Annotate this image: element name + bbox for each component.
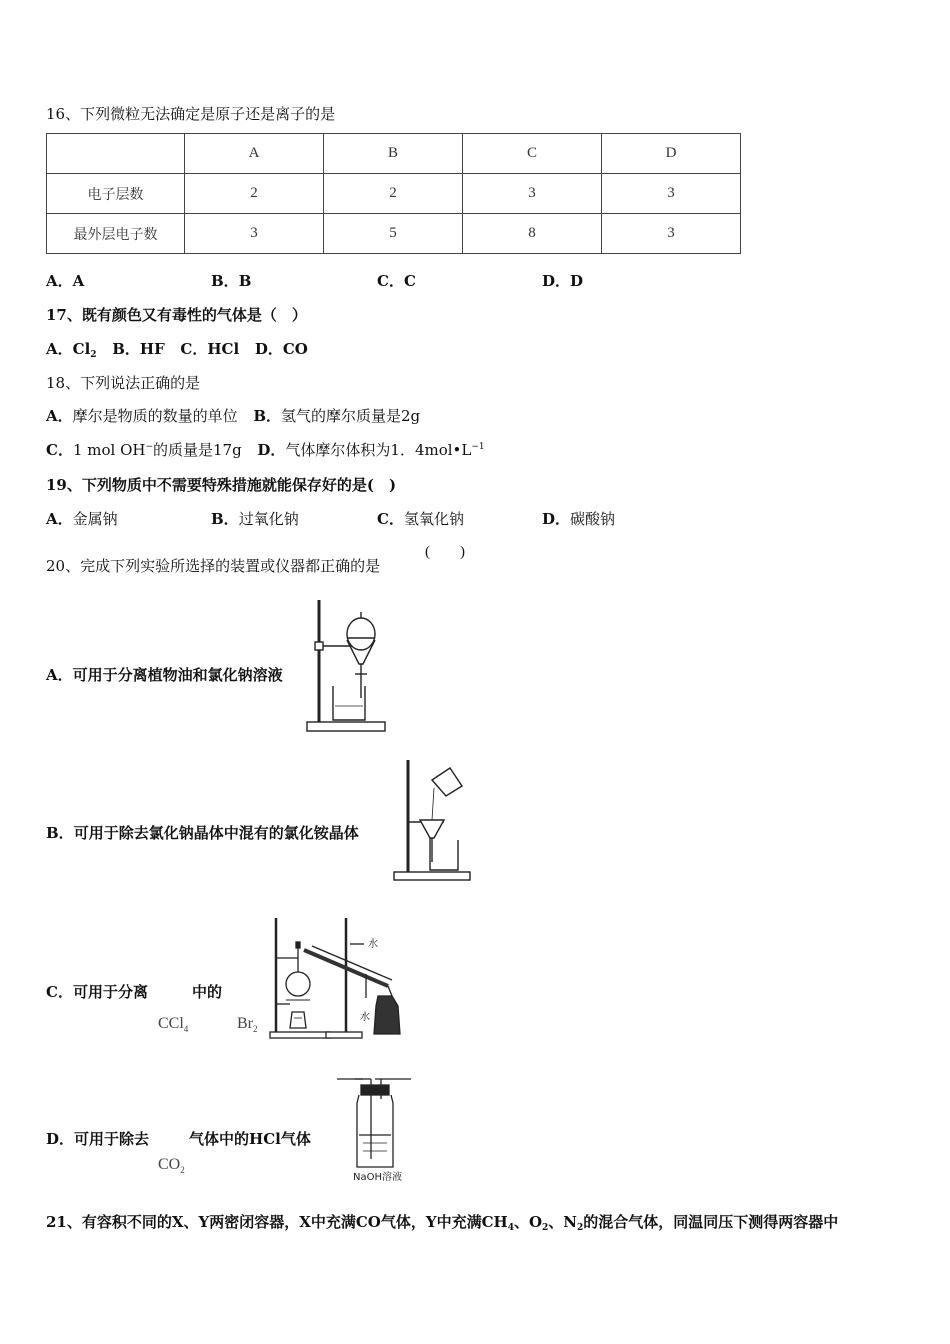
gas-washing-bottle-figure: [335, 1073, 415, 1185]
option-label: B．: [112, 340, 140, 358]
option-text: B: [238, 272, 252, 290]
question-21-stem: [46, 1211, 838, 1233]
table-cell: 8: [463, 214, 602, 254]
formula-ccl4: [158, 1015, 188, 1034]
formula-br2: [237, 1015, 258, 1034]
option-label: A．: [46, 340, 73, 358]
option-label: A．: [46, 510, 73, 528]
water-label-top: 水: [368, 939, 378, 950]
table-row: [47, 174, 741, 214]
option-text: 碳酸钠: [570, 510, 616, 528]
option-text: 氢氧化钠: [403, 510, 464, 528]
table-cell: 3: [602, 174, 741, 214]
option-text: 中的: [191, 983, 222, 1001]
q17-option-b[interactable]: [112, 340, 165, 358]
table-cell: 3: [463, 174, 602, 214]
table-cell: [47, 134, 185, 174]
option-label: C．: [377, 272, 404, 290]
option-text: CO: [282, 340, 308, 358]
q20-option-d[interactable]: [46, 1128, 311, 1149]
subscript: 4: [507, 1223, 514, 1233]
option-label: D．: [257, 441, 286, 459]
option-text: D: [570, 272, 584, 290]
option-label: D．: [542, 510, 571, 528]
stem-text: 的混合气体，同温同压下测得两容器中: [583, 1213, 839, 1231]
option-text: HCl: [207, 340, 240, 358]
table-cell: 最外层电子数: [47, 214, 185, 254]
option-subscript: 2: [90, 350, 97, 360]
stem-text: 21、有容积不同的X、Y两密闭容器，X中充满CO气体，Y中充满CH: [46, 1213, 508, 1231]
q20-option-a[interactable]: [46, 664, 283, 685]
formula-subscript: 4: [183, 1024, 189, 1035]
formula-text: CO: [158, 1156, 181, 1173]
q19-option-d[interactable]: [542, 508, 615, 529]
option-text: 的质量是17g: [153, 441, 242, 459]
table-cell: C: [463, 134, 602, 174]
q17-option-d[interactable]: [255, 340, 308, 358]
option-label: B．: [211, 272, 239, 290]
formula-subscript: 2: [180, 1165, 185, 1176]
table-cell: B: [324, 134, 463, 174]
separatory-funnel-figure: [305, 598, 390, 736]
option-text: HF: [139, 340, 165, 358]
q18-option-c[interactable]: [46, 441, 242, 459]
subscript: 2: [577, 1223, 584, 1233]
option-label: C．: [46, 441, 73, 459]
option-text: A: [72, 272, 85, 290]
option-text: Cl: [72, 340, 91, 358]
option-text: 摩尔是物质的数量的单位: [72, 407, 238, 425]
option-text: 可用于分离: [72, 983, 148, 1001]
q19-option-b[interactable]: [211, 508, 299, 529]
subscript: 2: [542, 1223, 549, 1233]
option-text: 过氧化钠: [238, 510, 299, 528]
option-label: A．: [46, 666, 73, 684]
formula-text: Br: [237, 1015, 253, 1032]
option-text: 可用于除去: [74, 1130, 150, 1148]
q18-option-b[interactable]: [253, 407, 420, 425]
option-text: 气体摩尔体积为1．4mol•L: [285, 441, 472, 459]
formula-co2: [158, 1156, 185, 1175]
option-text: 金属钠: [72, 510, 118, 528]
filtration-figure: [392, 758, 472, 883]
table-cell: A: [185, 134, 324, 174]
table-cell: 电子层数: [47, 174, 185, 214]
q17-option-a[interactable]: [46, 340, 97, 358]
option-label: D．: [46, 1130, 75, 1148]
option-label: B．: [46, 824, 74, 842]
option-text: 可用于除去氯化钠晶体中混有的氯化铵晶体: [73, 824, 359, 842]
option-label: A．: [46, 272, 73, 290]
option-label: D．: [254, 340, 283, 358]
answer-paren: ( ): [425, 544, 465, 560]
option-text: 可用于分离植物油和氯化钠溶液: [72, 666, 283, 684]
q19-option-a[interactable]: [46, 508, 118, 529]
formula-subscript: 2: [253, 1024, 258, 1035]
distillation-figure: [268, 916, 410, 1040]
table-cell: 2: [324, 174, 463, 214]
q19-option-c[interactable]: [377, 508, 464, 529]
formula-text: CCl: [158, 1015, 184, 1032]
q16-option-d[interactable]: [542, 270, 583, 291]
q18-options-ab: [46, 405, 420, 426]
option-label: C．: [180, 340, 208, 358]
q20-option-b[interactable]: [46, 822, 359, 843]
stem-text: 、N: [548, 1213, 578, 1231]
q18-options-cd: [46, 439, 485, 460]
option-label: A．: [46, 407, 73, 425]
option-label: B．: [253, 407, 282, 425]
water-label-bottom: 水: [360, 1012, 370, 1023]
q17-options: [46, 338, 308, 360]
stem-text: 、O: [513, 1213, 543, 1231]
table-cell: D: [602, 134, 741, 174]
option-label: C．: [377, 510, 404, 528]
table-header-row: [47, 134, 741, 174]
option-superscript: −1: [471, 442, 485, 452]
option-label: C．: [46, 983, 73, 1001]
option-label: D．: [542, 272, 571, 290]
q18-option-a[interactable]: [46, 407, 238, 425]
q17-option-c[interactable]: [180, 340, 239, 358]
q16-option-a[interactable]: [46, 270, 84, 291]
q16-option-c[interactable]: [377, 270, 416, 291]
question-19-stem: 19、下列物质中不需要特殊措施就能保存好的是( ): [46, 476, 397, 494]
option-text: 氢气的摩尔质量是2g: [281, 407, 421, 425]
option-label: B．: [211, 510, 239, 528]
table-row: [47, 214, 741, 254]
table-cell: 3: [185, 214, 324, 254]
table-cell: 5: [324, 214, 463, 254]
question-20-stem: 20、完成下列实验所选择的装置或仪器都正确的是: [46, 557, 381, 575]
q18-option-d[interactable]: [257, 441, 484, 459]
option-text: C: [403, 272, 416, 290]
option-text: 气体中的HCl气体: [189, 1130, 311, 1148]
option-text: 1 mol OH: [72, 441, 146, 459]
question-18-stem: 18、下列说法正确的是: [46, 374, 201, 392]
q16-table: [46, 133, 741, 254]
table-cell: 3: [602, 214, 741, 254]
question-17-stem: 17、既有颜色又有毒性的气体是（ ）: [46, 306, 307, 324]
q20-option-c[interactable]: [46, 981, 222, 1002]
q16-option-b[interactable]: [211, 270, 251, 291]
question-16-stem: 16、下列微粒无法确定是原子还是离子的是: [46, 105, 336, 123]
table-cell: 2: [185, 174, 324, 214]
naoh-solution-label: NaOH溶液: [353, 1172, 402, 1183]
option-superscript: −: [145, 442, 154, 452]
